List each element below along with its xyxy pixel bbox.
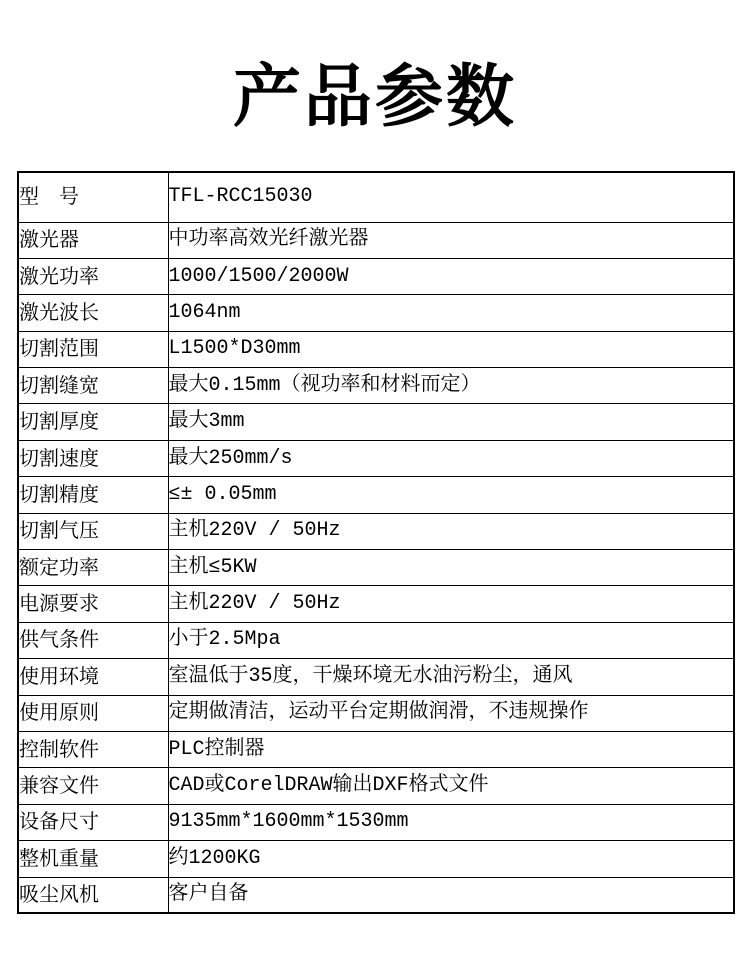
spec-label: 切割精度 <box>18 477 168 513</box>
spec-value: 约1200KG <box>168 841 734 877</box>
spec-label: 使用原则 <box>18 695 168 731</box>
spec-label: 激光功率 <box>18 258 168 294</box>
spec-label: 额定功率 <box>18 550 168 586</box>
page-title: 产品参数 <box>232 59 517 135</box>
spec-label: 吸尘风机 <box>18 877 168 913</box>
spec-value: 1000/1500/2000W <box>168 258 734 294</box>
table-row <box>18 841 734 877</box>
spec-value: 主机220V / 50Hz <box>168 586 734 622</box>
spec-value: 小于2.5Mpa <box>168 622 734 658</box>
spec-value: 主机220V / 50Hz <box>168 513 734 549</box>
table-row <box>18 404 734 440</box>
spec-label: 切割缝宽 <box>18 368 168 404</box>
table-row <box>18 877 734 913</box>
table-row <box>18 222 734 258</box>
spec-value: 1064nm <box>168 295 734 331</box>
spec-value: 最大250mm/s <box>168 440 734 476</box>
spec-value: 最大3mm <box>168 404 734 440</box>
spec-label: 设备尺寸 <box>18 804 168 840</box>
table-row <box>18 550 734 586</box>
spec-value: 9135mm*1600mm*1530mm <box>168 804 734 840</box>
table-row <box>18 586 734 622</box>
table-row <box>18 731 734 767</box>
spec-label: 激光波长 <box>18 295 168 331</box>
spec-table-body <box>18 172 734 913</box>
spec-label: 切割范围 <box>18 331 168 367</box>
table-row <box>18 477 734 513</box>
table-row <box>18 513 734 549</box>
spec-label: 兼容文件 <box>18 768 168 804</box>
spec-value: PLC控制器 <box>168 731 734 767</box>
table-row <box>18 659 734 695</box>
spec-label: 供气条件 <box>18 622 168 658</box>
spec-label: 激光器 <box>18 222 168 258</box>
spec-label: 切割厚度 <box>18 404 168 440</box>
table-row <box>18 768 734 804</box>
spec-value: TFL-RCC15030 <box>168 172 734 222</box>
spec-value: 定期做清洁，运动平台定期做润滑，不违规操作 <box>168 695 734 731</box>
spec-label: 型 号 <box>18 172 168 222</box>
table-row <box>18 368 734 404</box>
table-row <box>18 695 734 731</box>
table-row <box>18 172 734 222</box>
table-row <box>18 331 734 367</box>
table-row <box>18 295 734 331</box>
spec-label: 使用环境 <box>18 659 168 695</box>
table-row <box>18 804 734 840</box>
spec-value: 主机≤5KW <box>168 550 734 586</box>
spec-value: 最大0.15mm（视功率和材料而定） <box>168 368 734 404</box>
spec-label: 电源要求 <box>18 586 168 622</box>
spec-value: CAD或CorelDRAW输出DXF格式文件 <box>168 768 734 804</box>
spec-label: 控制软件 <box>18 731 168 767</box>
spec-value: 中功率高效光纤激光器 <box>168 222 734 258</box>
spec-value: ≤± 0.05mm <box>168 477 734 513</box>
spec-label: 切割气压 <box>18 513 168 549</box>
product-spec-table <box>17 171 735 914</box>
spec-label: 整机重量 <box>18 841 168 877</box>
spec-value: 客户自备 <box>168 877 734 913</box>
table-row <box>18 258 734 294</box>
table-row <box>18 622 734 658</box>
table-row <box>18 440 734 476</box>
spec-value: 室温低于35度，干燥环境无水油污粉尘，通风 <box>168 659 734 695</box>
spec-value: L1500*D30mm <box>168 331 734 367</box>
spec-label: 切割速度 <box>18 440 168 476</box>
